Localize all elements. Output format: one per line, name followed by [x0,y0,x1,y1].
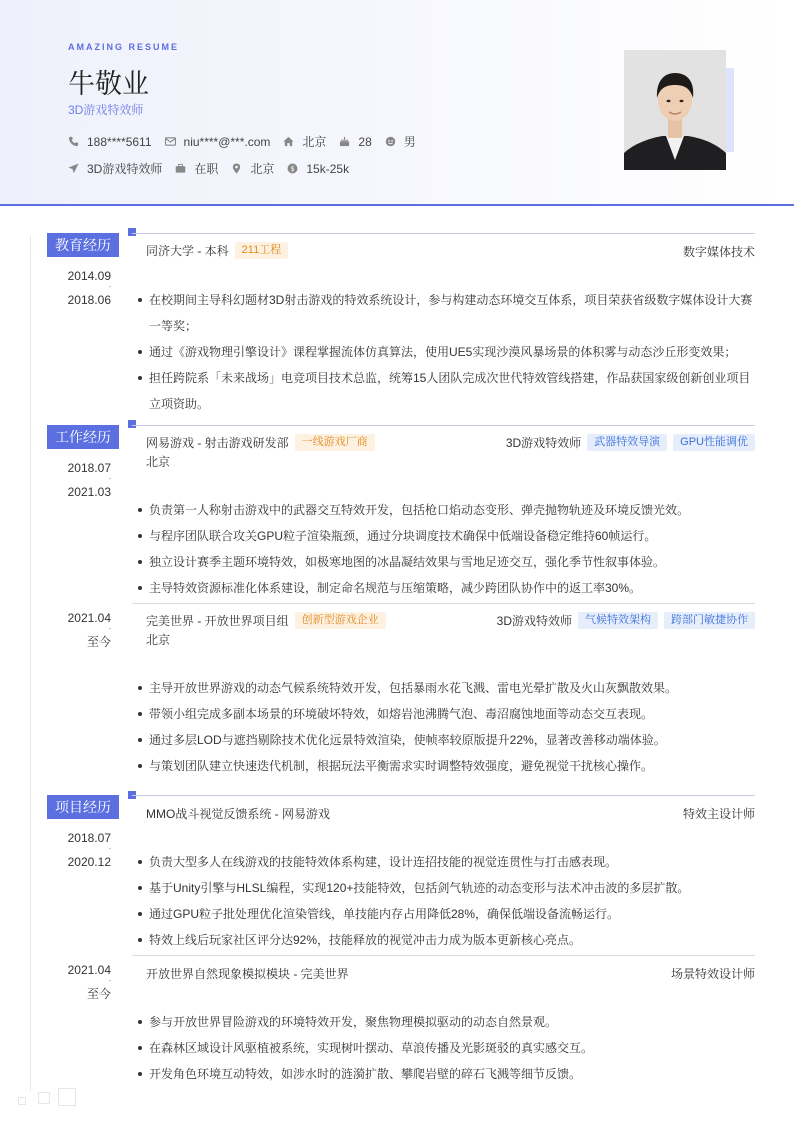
resume-header [0,0,794,206]
skill-tag: GPU性能调优 [673,434,755,451]
work-1-dates [50,460,111,500]
work-1-bullets [138,497,755,601]
gender-icon [385,136,396,147]
list-item: 独立设计赛季主题环境特效，如极寒地图的冰晶凝结效果与雪地足迹交互，强化季节性叙事体验。 [138,549,755,575]
project-1-bullets [138,849,755,953]
project-name: MMO战斗视觉反馈系统 - 网易游戏 [146,807,330,821]
list-item: 与策划团队建立快速迭代机制，根据玩法平衡需求实时调整特效强度，避免视觉干扰核心操作。 [138,753,755,779]
skill-tag: 气候特效架构 [578,612,658,629]
start-date: 2018.07 [67,831,111,845]
project-1-role [683,805,755,822]
timeline-line [30,236,31,1091]
list-item: 带领小组完成多副本场景的环境破坏特效，如熔岩池沸腾气泡、毒沼腐蚀地面等动态交互表现。 [138,701,755,727]
major-name: 数字媒体技术 [682,245,755,259]
project-1-title [146,805,330,822]
end-date: 2021.03 [67,485,111,499]
corner-decoration [38,1092,50,1104]
school-name: 同济大学 - 本科 [146,244,229,258]
list-item: 主导开放世界游戏的动态气候系统特效开发，包括暴雨水花飞溅、雷电光晕扩散及火山灰飘散效果。 [138,675,755,701]
date-separator: - [108,626,111,633]
education-major [683,243,755,260]
education-school [146,242,288,259]
job-status: 在职 [194,162,219,176]
location-pin-icon [231,163,242,174]
cake-icon [339,136,350,147]
list-item: 担任跨院系「未来战场」电竞项目技术总监，统筹15人团队完成次世代特效管线搭建，作品获国家级创新创业项目立项资助。 [138,365,755,417]
entry-divider [132,955,755,956]
date-separator: - [108,476,111,483]
work-2-bullets [138,675,755,779]
svg-text:$: $ [290,164,296,173]
skill-tag: 武器特效导演 [587,434,667,451]
city: 北京 [302,135,327,149]
position-title: 3D游戏特效师 [505,436,582,450]
email-info [165,135,271,149]
briefcase-icon [175,163,186,174]
section-marker [128,228,136,236]
section-label-education: 教育经历 [47,233,119,257]
corner-decoration [58,1088,76,1106]
phone-icon [68,136,79,147]
list-item: 通过《游戏物理引擎设计》课程掌握流体仿真算法，使用UE5实现沙漠风暴场景的体积雾与动态沙丘形变效果； [138,339,755,365]
target-city: 北京 [250,162,275,176]
company-tag: 一线游戏厂商 [295,434,375,451]
contact-row [68,133,429,150]
list-item: 特效上线后玩家社区评分达92%，技能释放的视觉冲击力成为版本更新核心亮点。 [138,927,755,953]
company-name: 网易游戏 - 射击游戏研发部 [146,436,289,450]
phone-number: 188****5611 [87,134,152,149]
date-separator: - [108,846,111,853]
list-item: 主导特效资源标准化体系建设，制定命名规范与压缩策略，减少跨团队协作中的返工率30%。 [138,575,755,601]
project-2-dates [50,962,111,1002]
project-2-title [146,965,349,982]
work-2-company [146,612,386,629]
list-item: 开发角色环境互动特效，如涉水时的涟漪扩散、攀爬岩壁的碎石飞溅等细节反馈。 [138,1061,755,1087]
end-date: 至今 [86,987,111,1001]
list-item: 通过GPU粒子批处理优化渲染管线，单技能内存占用降低28%，确保低端设备流畅运行。 [138,901,755,927]
list-item: 与程序团队联合攻关GPU粒子渲染瓶颈，通过分块调度技术确保中低端设备稳定维持60帧运行。 [138,523,755,549]
section-marker [128,420,136,428]
home-icon [283,136,294,147]
section-divider [132,425,755,426]
project-1-dates [50,830,111,870]
mail-icon [165,136,176,147]
work-1-company [146,434,375,451]
list-item: 通过多层LOD与遮挡剔除技术优化远景特效渲染，使帧率较原版提升22%，显著改善移动端体验。 [138,727,755,753]
section-divider [132,233,755,234]
work-1-location: 北京 [146,455,171,469]
list-item: 在森林区域设计风驱植被系统，实现树叶摆动、草浪传播及光影斑驳的真实感交互。 [138,1035,755,1061]
project-role: 特效主设计师 [682,807,755,821]
city-info [283,133,326,150]
list-item: 在校期间主导科幻题材3D射击游戏的特效系统设计，参与构建动态环境交互体系，项目荣获省级数字媒体设计大赛一等奖； [138,287,755,339]
date-separator: - [108,978,111,985]
education-dates [50,268,111,308]
portrait-image [624,50,726,170]
gender: 男 [403,135,416,149]
start-date: 2014.09 [67,269,111,283]
phone-info [68,135,152,149]
intention-row [68,160,362,177]
list-item: 基于Unity引擎与HLSL编程，实现120+技能特效，包括剑气轨迹的动态变形与法术冲击波的多层扩散。 [138,875,755,901]
profile-photo [624,50,726,170]
section-label-work: 工作经历 [47,425,119,449]
email-address: niu****@***.com [183,134,271,149]
section-divider [132,795,755,796]
end-date: 2020.12 [67,855,111,869]
project-2-bullets [138,1009,755,1087]
skill-tag: 跨部门敏捷协作 [664,612,755,629]
age: 28 [358,134,372,149]
work-2-position [497,612,755,629]
list-item: 负责大型多人在线游戏的技能特效体系构建，设计连招技能的视觉连贯性与打击感表现。 [138,849,755,875]
resume-tagline: AMAZING RESUME [68,42,179,52]
start-date: 2021.04 [67,963,111,977]
gender-info [385,133,416,150]
money-icon [287,163,298,174]
project-name: 开放世界自然现象模拟模块 - 完美世界 [146,967,349,981]
education-bullets [138,287,755,417]
target-role-info [68,160,162,177]
list-item: 参与开放世界冒险游戏的环境特效开发，聚焦物理模拟驱动的动态自然景观。 [138,1009,755,1035]
project-role: 场景特效设计师 [670,967,755,981]
entry-divider [132,603,755,604]
candidate-role: 3D游戏特效师 [68,103,144,117]
work-2-dates [50,610,111,650]
end-date: 至今 [86,635,111,649]
status-info [175,160,218,177]
age-info [339,135,371,149]
send-icon [68,163,79,174]
start-date: 2018.07 [67,461,111,475]
position-title: 3D游戏特效师 [496,614,572,628]
start-date: 2021.04 [67,611,111,625]
school-tag: 211工程 [235,242,289,259]
date-separator: - [108,284,111,291]
corner-decoration [18,1097,26,1105]
section-label-projects: 项目经历 [47,795,119,819]
target-city-info [231,160,274,177]
work-1-position [506,434,755,451]
project-2-role [671,965,755,982]
end-date: 2018.06 [67,293,111,307]
company-name: 完美世界 - 开放世界项目组 [146,614,289,628]
expected-salary: 15k-25k [306,161,350,176]
company-tag: 创新型游戏企业 [295,612,386,629]
list-item: 负责第一人称射击游戏中的武器交互特效开发，包括枪口焰动态变形、弹壳抛物轨迹及环境反馈光效。 [138,497,755,523]
salary-info [287,162,349,176]
work-2-location: 北京 [146,633,171,647]
candidate-name: 牛敬业 [68,69,149,99]
target-role: 3D游戏特效师 [87,162,163,176]
